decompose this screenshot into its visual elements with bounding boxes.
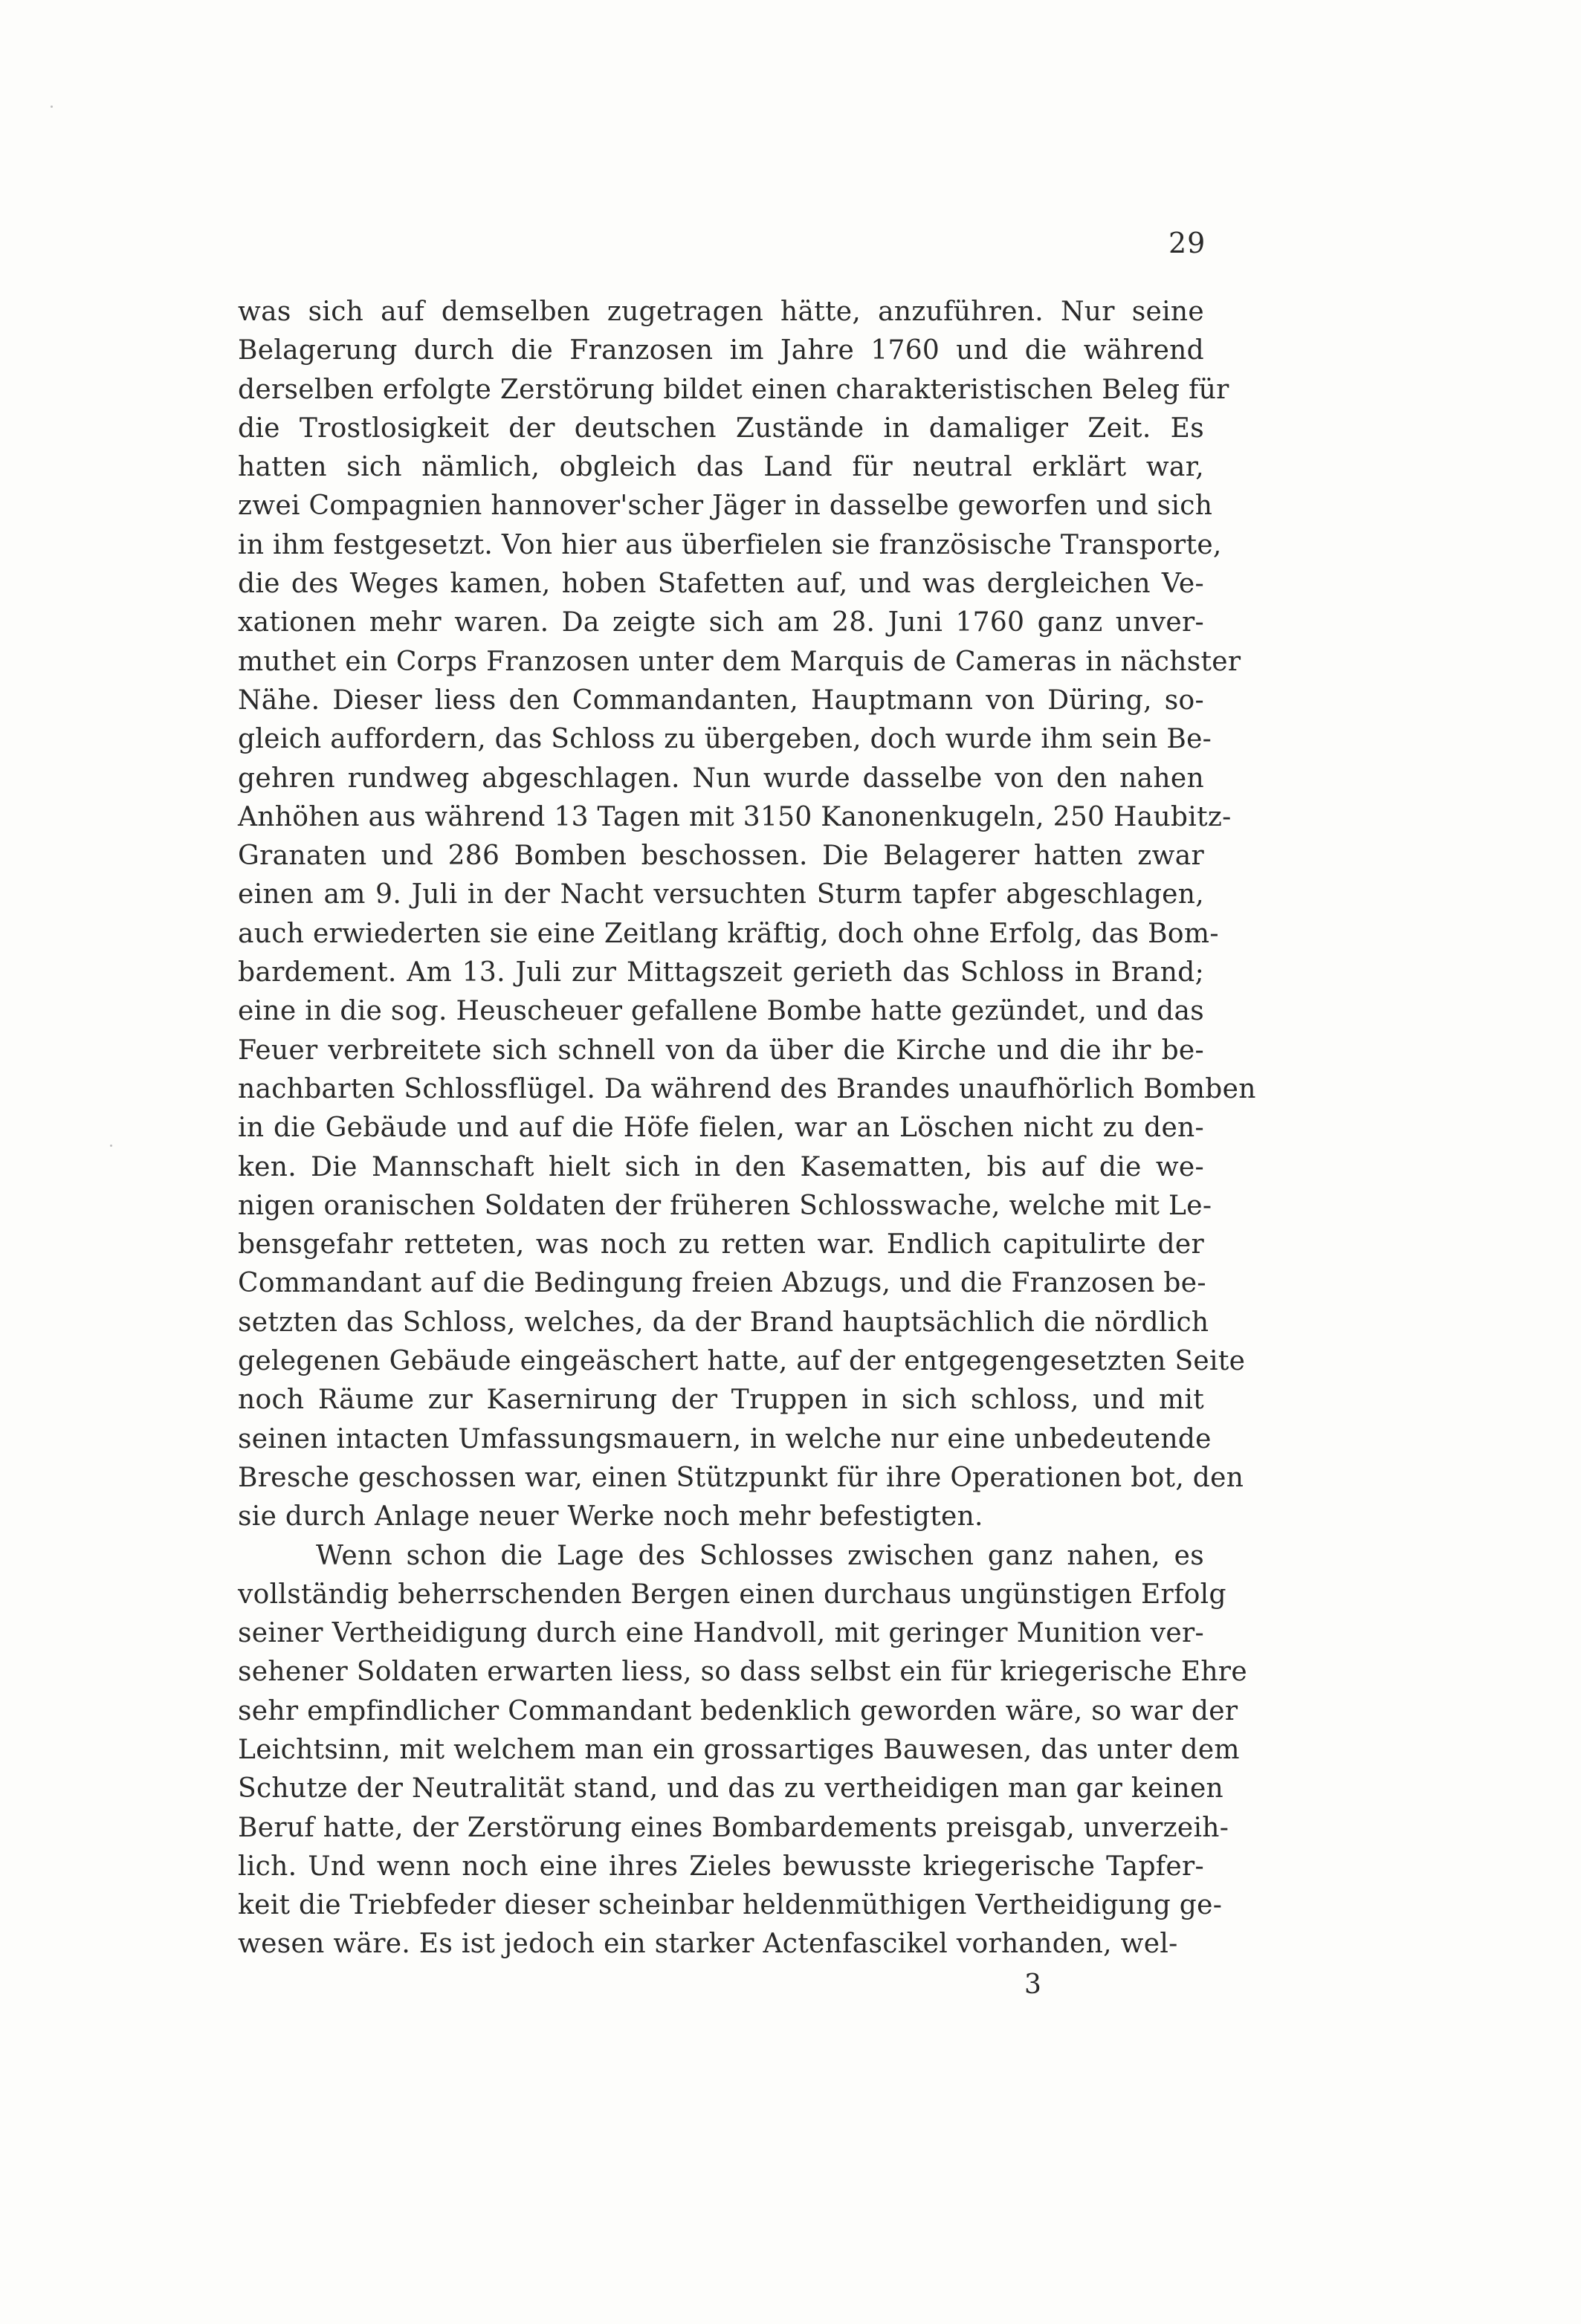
text-line: keit die Triebfeder dieser scheinbar heldenmüthigen Vertheidigung ge-	[238, 1890, 1223, 1921]
paragraph	[238, 1537, 1247, 1964]
paper-speck	[51, 106, 53, 108]
text-line: sie durch Anlage neuer Werke noch mehr befestigten.	[238, 1501, 983, 1532]
text-line: gehren rundweg abgeschlagen. Nun wurde dasselbe von den nahen	[238, 763, 1204, 794]
text-line: Anhöhen aus während 13 Tagen mit 3150 Kanonenkugeln, 250 Haubitz-	[238, 801, 1232, 832]
text-line: was sich auf demselben zugetragen hätte, anzuführen. Nur seine	[238, 297, 1204, 327]
text-line: Granaten und 286 Bomben beschossen. Die Belagerer hatten zwar	[238, 841, 1204, 872]
text-line: Beruf hatte, der Zerstörung eines Bombardements preisgab, unverzeih-	[238, 1812, 1229, 1843]
text-line: die des Weges kamen, hoben Stafetten auf, und was dergleichen Ve-	[238, 569, 1204, 600]
text-line: nigen oranischen Soldaten der früheren Schlosswache, welche mit Le-	[238, 1190, 1212, 1221]
text-line: sehr empfindlicher Commandant bedenklich geworden wäre, so war der	[238, 1695, 1238, 1726]
text-line: Leichtsinn, mit welchem man ein grossartiges Bauwesen, das unter dem	[238, 1734, 1240, 1765]
text-line: auch erwiederten sie eine Zeitlang kräftig, doch ohne Erfolg, das Bom-	[238, 918, 1219, 949]
page-number: 29	[1168, 227, 1206, 259]
text-line: vollständig beherrschenden Bergen einen durchaus ungünstigen Erfolg	[238, 1579, 1226, 1610]
text-line: zwei Compagnien hannover'scher Jäger in dasselbe geworfen und sich	[238, 491, 1213, 522]
text-line: gelegenen Gebäude eingeäschert hatte, auf der entgegengesetzten Seite	[238, 1346, 1246, 1377]
text-line: Feuer verbreitete sich schnell von da über die Kirche und die ihr be-	[238, 1035, 1204, 1066]
text-line: seinen intacten Umfassungsmauern, in welche nur eine unbedeutende	[238, 1423, 1212, 1454]
body-text	[238, 293, 1256, 1964]
text-line: wesen wäre. Es ist jedoch ein starker Actenfascikel vorhanden, wel-	[238, 1929, 1178, 1960]
text-line: die Trostlosigkeit der deutschen Zustände in damaliger Zeit. Es	[238, 412, 1204, 444]
text-line: nachbarten Schlossflügel. Da während des Brandes unaufhörlich Bomben	[238, 1073, 1256, 1104]
text-line: derselben erfolgte Zerstörung bildet einen charakteristischen Beleg für	[238, 374, 1229, 405]
text-line: in ihm festgesetzt. Von hier aus überfielen sie französische Transporte,	[238, 529, 1222, 560]
text-line: xationen mehr waren. Da zeigte sich am 28. Juni 1760 ganz unver-	[238, 607, 1204, 638]
text-line: setzten das Schloss, welches, da der Brand hauptsächlich die nördlich	[238, 1307, 1209, 1338]
text-line: Wenn schon die Lage des Schlosses zwischen ganz nahen, es	[316, 1540, 1204, 1571]
text-line: Commandant auf die Bedingung freien Abzugs, und die Franzosen be-	[238, 1268, 1206, 1299]
text-line: noch Räume zur Kasernirung der Truppen in sich schloss, und mit	[238, 1385, 1204, 1416]
text-line: Schutze der Neutralität stand, und das zu vertheidigen man gar keinen	[238, 1773, 1224, 1805]
text-line: hatten sich nämlich, obgleich das Land für neutral erklärt war,	[238, 452, 1204, 483]
text-line: eine in die sog. Heuscheuer gefallene Bombe hatte gezündet, und das	[238, 996, 1204, 1027]
text-line: bensgefahr retteten, was noch zu retten war. Endlich capitulirte der	[238, 1229, 1204, 1260]
text-line: muthet ein Corps Franzosen unter dem Marquis de Cameras in nächster	[238, 646, 1241, 677]
text-line: in die Gebäude und auf die Höfe fielen, war an Löschen nicht zu den-	[238, 1113, 1204, 1144]
text-line: gleich auffordern, das Schloss zu übergeben, doch wurde ihm sein Be-	[238, 724, 1212, 755]
text-line: einen am 9. Juli in der Nacht versuchten Sturm tapfer abgeschlagen,	[238, 879, 1204, 910]
paragraphs	[238, 293, 1256, 1964]
text-line: lich. Und wenn noch eine ihres Zieles bewusste kriegerische Tapfer-	[238, 1851, 1204, 1882]
text-line: Nähe. Dieser liess den Commandanten, Hauptmann von Düring, so-	[238, 684, 1204, 716]
signature-mark: 3	[1024, 1969, 1041, 2000]
text-line: ken. Die Mannschaft hielt sich in den Kasematten, bis auf die we-	[238, 1151, 1204, 1182]
text-line: seiner Vertheidigung durch eine Handvoll, mit geringer Munition ver-	[238, 1618, 1204, 1649]
paper-speck	[110, 1145, 112, 1147]
text-line: Bresche geschossen war, einen Stützpunkt für ihre Operationen bot, den	[238, 1462, 1244, 1493]
paragraph	[238, 293, 1256, 1537]
text-line: sehener Soldaten erwarten liess, so dass selbst ein für kriegerische Ehre	[238, 1657, 1247, 1688]
text-line: Belagerung durch die Franzosen im Jahre 1760 und die während	[238, 335, 1204, 366]
text-line: bardement. Am 13. Juli zur Mittagszeit gerieth das Schloss in Brand;	[238, 957, 1204, 988]
